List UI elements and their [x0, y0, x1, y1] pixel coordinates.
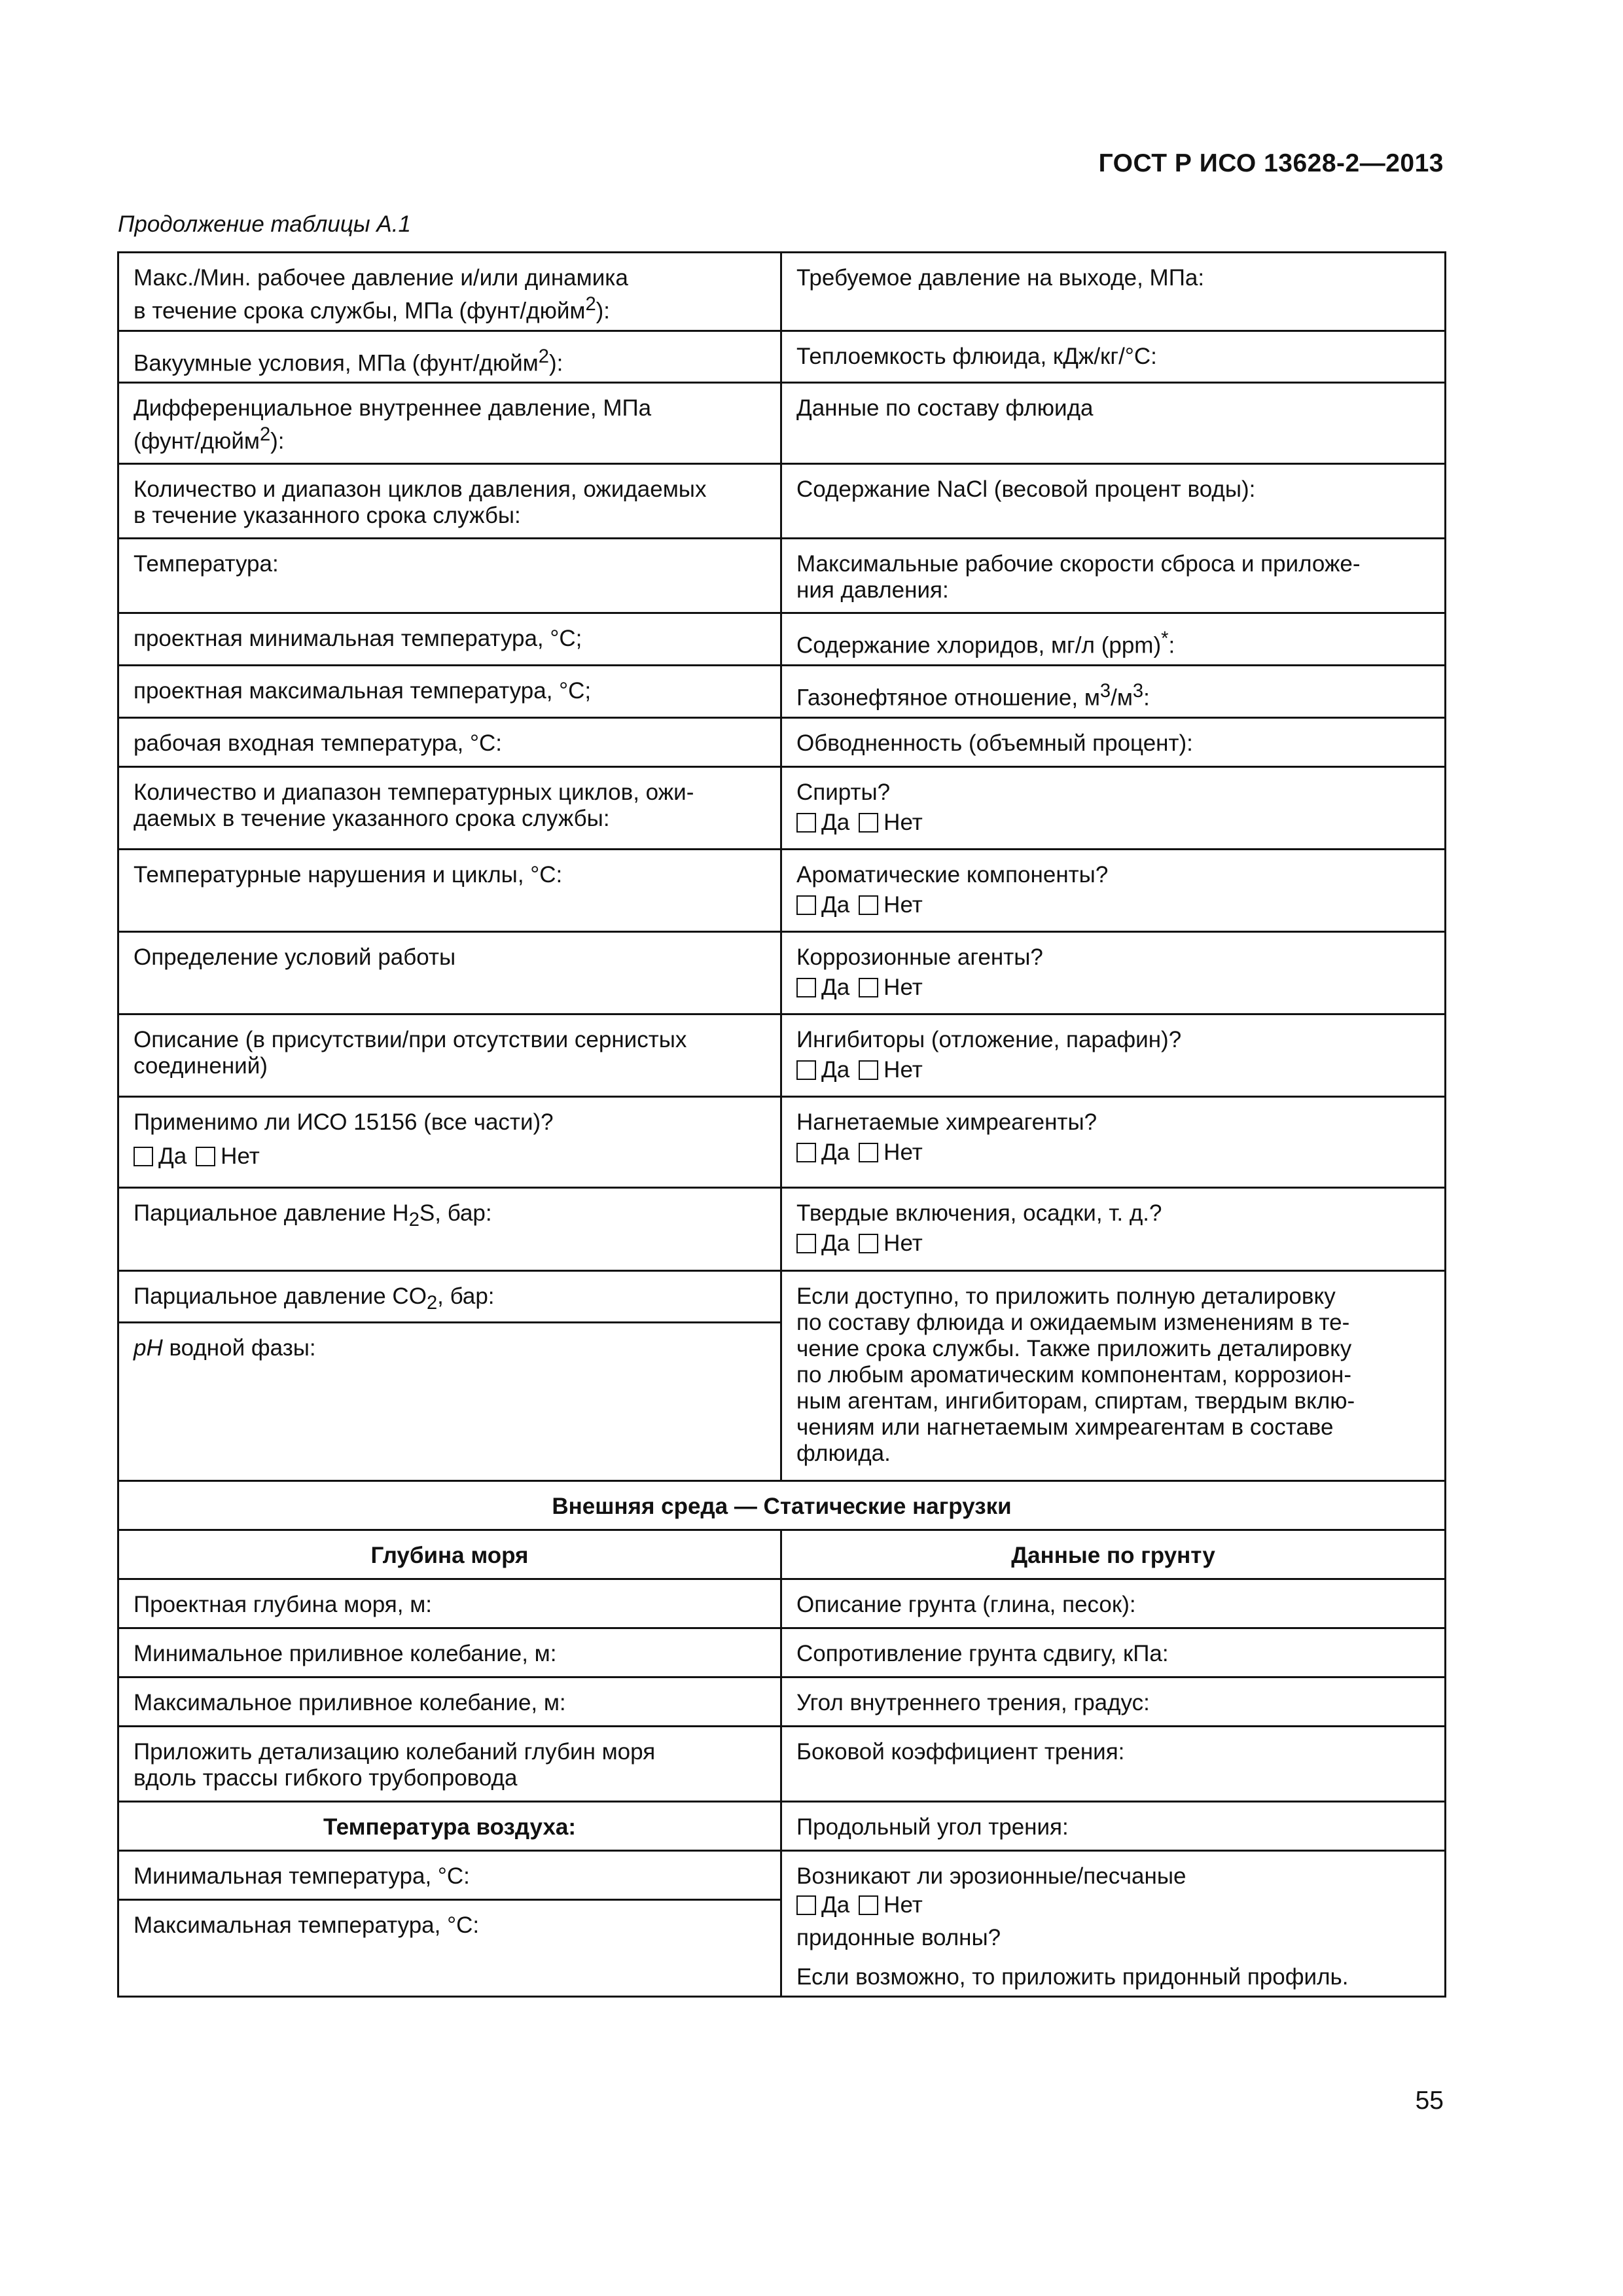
no-checkbox[interactable]: [859, 813, 878, 833]
cell-text: Парциальное давление H: [134, 1200, 409, 1226]
cell-text: S, бар:: [419, 1200, 492, 1226]
cell-max-min-pressure: [118, 253, 781, 331]
superscript: 3: [1132, 680, 1144, 702]
cell-text: по составу флюида и ожидаемым изменениям в те-: [796, 1309, 1350, 1335]
cell-text: Содержание хлоридов, мг/л (ppm): [796, 632, 1162, 658]
table-row: [118, 1187, 1446, 1270]
yes-checkbox[interactable]: [796, 895, 816, 915]
cell-text: Температура:: [134, 551, 279, 577]
no-label: Нет: [883, 1230, 923, 1256]
cell-text: Боковой коэффициент трения:: [796, 1738, 1125, 1765]
table-caption: Продолжение таблицы А.1: [118, 211, 411, 237]
cell-text: Теплоемкость флюида, кДж/кг/°С:: [796, 343, 1157, 369]
cell-longitudinal-friction: [781, 1801, 1446, 1850]
cell-text: ):: [548, 350, 563, 376]
cell-fluid-composition: [781, 383, 1446, 464]
table-row: [118, 253, 1446, 331]
cell-nacl: [781, 464, 1446, 539]
table-row: [118, 331, 1446, 383]
cell-inhibitors: [781, 1014, 1446, 1096]
cell-design-min-temp: [118, 613, 781, 666]
superscript: 2: [538, 346, 549, 367]
no-checkbox[interactable]: [859, 895, 878, 915]
cell-text: , бар:: [437, 1283, 495, 1309]
table-row: [118, 1270, 1446, 1322]
cell-water-cut: [781, 717, 1446, 766]
cell-text: Требуемое давление на выходе, МПа:: [796, 265, 1205, 291]
cell-alcohols: [781, 766, 1446, 849]
cell-text: Ароматические компоненты?: [796, 861, 1109, 888]
cell-text: Приложить детализацию колебаний глубин моря: [134, 1738, 656, 1765]
cell-text: Максимальное приливное колебание, м:: [134, 1689, 566, 1715]
cell-text: Максимальные рабочие скорости сброса и приложе-: [796, 551, 1361, 577]
cell-injected-chemicals: [781, 1096, 1446, 1187]
cell-text: Минимальная температура, °С:: [134, 1863, 470, 1889]
cell-text: чениям или нагнетаемым химреагентам в составе: [796, 1414, 1334, 1440]
cell-text: :: [1143, 685, 1150, 711]
cell-design-max-temp: [118, 665, 781, 717]
table-row: [118, 849, 1446, 931]
cell-chlorides: [781, 613, 1446, 666]
cell-text: проектная максимальная температура, °С;: [134, 677, 592, 704]
form-table: [117, 251, 1446, 1998]
table-row: [118, 464, 1446, 539]
cell-pressure-rates: [781, 539, 1446, 613]
cell-text: рабочая входная температура, °С:: [134, 730, 502, 756]
no-checkbox[interactable]: [196, 1147, 215, 1166]
cell-text: Возникают ли эрозионные/песчаные: [796, 1863, 1186, 1889]
cell-heat-capacity: [781, 331, 1446, 383]
cell-min-air-temp: [118, 1850, 781, 1900]
cell-text: Твердые включения, осадки, т. д.?: [796, 1200, 1162, 1226]
cell-text: Данные по грунту: [1011, 1542, 1215, 1568]
cell-text: Газонефтяное отношение, м: [796, 685, 1100, 711]
cell-text: Содержание NaCl (весовой процент воды):: [796, 476, 1256, 503]
cell-text: флюида.: [796, 1440, 891, 1466]
superscript: 2: [585, 294, 596, 315]
no-label: Нет: [883, 891, 923, 918]
cell-text: в течение указанного срока службы:: [134, 503, 521, 529]
cell-text: (фунт/дюйм: [134, 428, 260, 454]
table-row: [118, 1677, 1446, 1726]
table-row: [118, 1530, 1446, 1579]
no-label: Нет: [883, 974, 923, 1000]
cell-text: Обводненность (объемный процент):: [796, 730, 1193, 756]
section-header: [118, 1480, 1446, 1530]
yes-label: Да: [821, 974, 850, 1000]
cell-text: Минимальное приливное колебание, м:: [134, 1640, 557, 1666]
cell-text: придонные волны?: [796, 1924, 1001, 1950]
cell-text: Определение условий работы: [134, 944, 456, 970]
cell-text: Данные по составу флюида: [796, 395, 1094, 422]
cell-soil-shear: [781, 1628, 1446, 1677]
section-title: Внешняя среда — Статические нагрузки: [552, 1493, 1012, 1519]
no-label: Нет: [221, 1143, 260, 1169]
cell-soil-description: [781, 1579, 1446, 1628]
cell-text: Спирты?: [796, 779, 891, 805]
cell-differential-pressure: [118, 383, 781, 464]
yes-label: Да: [821, 1139, 850, 1165]
cell-inlet-temp: [118, 717, 781, 766]
cell-text: Применимо ли ИСО 15156 (все части)?: [134, 1109, 554, 1135]
cell-text: Ингибиторы (отложение, парафин)?: [796, 1026, 1182, 1052]
subscript: 2: [426, 1292, 438, 1314]
cell-depth-variation: [118, 1726, 781, 1801]
cell-text: Описание грунта (глина, песок):: [796, 1591, 1136, 1617]
table-row: [118, 1480, 1446, 1530]
no-checkbox[interactable]: [859, 978, 878, 997]
table-row: [118, 766, 1446, 849]
cell-text: Проектная глубина моря, м:: [134, 1591, 432, 1617]
cell-sand-waves: [781, 1850, 1446, 1996]
table-row: [118, 613, 1446, 666]
document-header: ГОСТ Р ИСО 13628-2—2013: [1098, 149, 1444, 177]
cell-text: Коррозионные агенты?: [796, 944, 1043, 970]
cell-gas-oil-ratio: [781, 665, 1446, 717]
no-checkbox[interactable]: [859, 1060, 878, 1080]
cell-fluid-details: [781, 1270, 1446, 1480]
cell-text: Температура воздуха:: [323, 1814, 577, 1840]
cell-text: /м: [1111, 685, 1133, 711]
cell-friction-angle: [781, 1677, 1446, 1726]
subscript: 2: [408, 1209, 419, 1230]
table-row: [118, 1579, 1446, 1628]
yes-checkbox[interactable]: [134, 1147, 153, 1166]
table-row: [118, 383, 1446, 464]
superscript: 3: [1099, 680, 1111, 702]
yes-label: Да: [158, 1143, 187, 1169]
cell-solids: [781, 1187, 1446, 1270]
cell-text: чение срока службы. Также приложить деталировку: [796, 1335, 1352, 1361]
cell-text: Количество и диапазон циклов давления, ожидаемых: [134, 476, 707, 503]
cell-text: :: [1168, 632, 1175, 658]
no-label: Нет: [883, 1056, 923, 1083]
yes-label: Да: [821, 891, 850, 918]
superscript: 2: [259, 424, 271, 446]
table-row: [118, 665, 1446, 717]
page-number: 55: [1415, 2087, 1444, 2115]
subheader-soil-data: [781, 1530, 1446, 1579]
cell-text: Угол внутреннего трения, градус:: [796, 1689, 1150, 1715]
yes-checkbox[interactable]: [796, 813, 816, 833]
cell-text: Описание (в присутствии/при отсутствии сернистых: [134, 1026, 687, 1052]
cell-max-tidal: [118, 1677, 781, 1726]
cell-text: проектная минимальная температура, °С;: [134, 626, 582, 652]
cell-max-air-temp: [118, 1900, 781, 1996]
cell-vacuum: [118, 331, 781, 383]
cell-text: соединений): [134, 1052, 268, 1079]
cell-co2-pressure: [118, 1270, 781, 1322]
table-row: [118, 1850, 1446, 1900]
superscript: *: [1161, 628, 1169, 650]
cell-pressure-cycles: [118, 464, 781, 539]
cell-text: Количество и диапазон температурных циклов, ожи-: [134, 779, 694, 805]
cell-text: ):: [596, 298, 611, 324]
cell-text: Дифференциальное внутреннее давление, МПа: [134, 395, 652, 422]
cell-text: ния давления:: [796, 577, 949, 603]
table-row: [118, 931, 1446, 1014]
cell-text: даемых в течение указанного срока службы:: [134, 805, 610, 831]
cell-text: Глубина моря: [370, 1542, 529, 1568]
yes-checkbox[interactable]: [796, 1060, 816, 1080]
table-row: [118, 1096, 1446, 1187]
table-row: [118, 1014, 1446, 1096]
cell-temp-cycles: [118, 766, 781, 849]
yes-checkbox[interactable]: [796, 978, 816, 997]
cell-temp-disturbances: [118, 849, 781, 931]
cell-outlet-pressure: [781, 253, 1446, 331]
cell-ph: [118, 1322, 781, 1480]
cell-description: [118, 1014, 781, 1096]
yes-label: Да: [821, 1230, 850, 1256]
table-row: [118, 1801, 1446, 1850]
table-row: [118, 1726, 1446, 1801]
cell-text: Продольный угол трения:: [796, 1814, 1069, 1840]
yes-checkbox[interactable]: [796, 1234, 816, 1253]
cell-text: Если доступно, то приложить полную деталировку: [796, 1283, 1336, 1309]
cell-design-sea-depth: [118, 1579, 781, 1628]
yes-label: Да: [821, 1892, 850, 1918]
cell-text: по любым ароматическим компонентам, коррозион-: [796, 1361, 1351, 1388]
cell-lateral-friction: [781, 1726, 1446, 1801]
cell-operating-conditions: [118, 931, 781, 1014]
cell-text: водной фазы:: [162, 1335, 316, 1361]
cell-text: Макс./Мин. рабочее давление и/или динамика: [134, 265, 628, 291]
yes-label: Да: [821, 809, 850, 835]
cell-text: Вакуумные условия, МПа (фунт/дюйм: [134, 350, 539, 376]
yes-label: Да: [821, 1056, 850, 1083]
no-checkbox[interactable]: [859, 1234, 878, 1253]
cell-text: вдоль трассы гибкого трубопровода: [134, 1765, 518, 1791]
cell-iso-15156: [118, 1096, 781, 1187]
cell-min-tidal: [118, 1628, 781, 1677]
cell-h2s-pressure: [118, 1187, 781, 1270]
subheader-sea-depth: [118, 1530, 781, 1579]
cell-corrosive-agents: [781, 931, 1446, 1014]
no-label: Нет: [883, 809, 923, 835]
cell-text: Максимальная температура, °С:: [134, 1912, 480, 1939]
no-label: Нет: [883, 1892, 923, 1918]
cell-text: Если возможно, то приложить придонный профиль.: [796, 1964, 1349, 1990]
no-label: Нет: [883, 1139, 923, 1165]
no-checkbox[interactable]: [859, 1895, 878, 1915]
yes-checkbox[interactable]: [796, 1895, 816, 1915]
table-row: [118, 1628, 1446, 1677]
cell-text: Нагнетаемые химреагенты?: [796, 1109, 1097, 1135]
table-row: [118, 717, 1446, 766]
cell-text: Парциальное давление CO: [134, 1283, 427, 1309]
cell-text: ным агентам, ингибиторам, спиртам, твердым вклю-: [796, 1388, 1355, 1414]
table-row: [118, 539, 1446, 613]
cell-text: pH: [134, 1335, 163, 1361]
cell-text: в течение срока службы, МПа (фунт/дюйм: [134, 298, 586, 324]
cell-temperature: [118, 539, 781, 613]
subheader-air-temperature: [118, 1801, 781, 1850]
no-checkbox[interactable]: [859, 1143, 878, 1162]
cell-aromatics: [781, 849, 1446, 931]
yes-checkbox[interactable]: [796, 1143, 816, 1162]
cell-text: Температурные нарушения и циклы, °С:: [134, 861, 563, 888]
cell-text: Сопротивление грунта сдвигу, кПа:: [796, 1640, 1169, 1666]
cell-text: ):: [270, 428, 285, 454]
